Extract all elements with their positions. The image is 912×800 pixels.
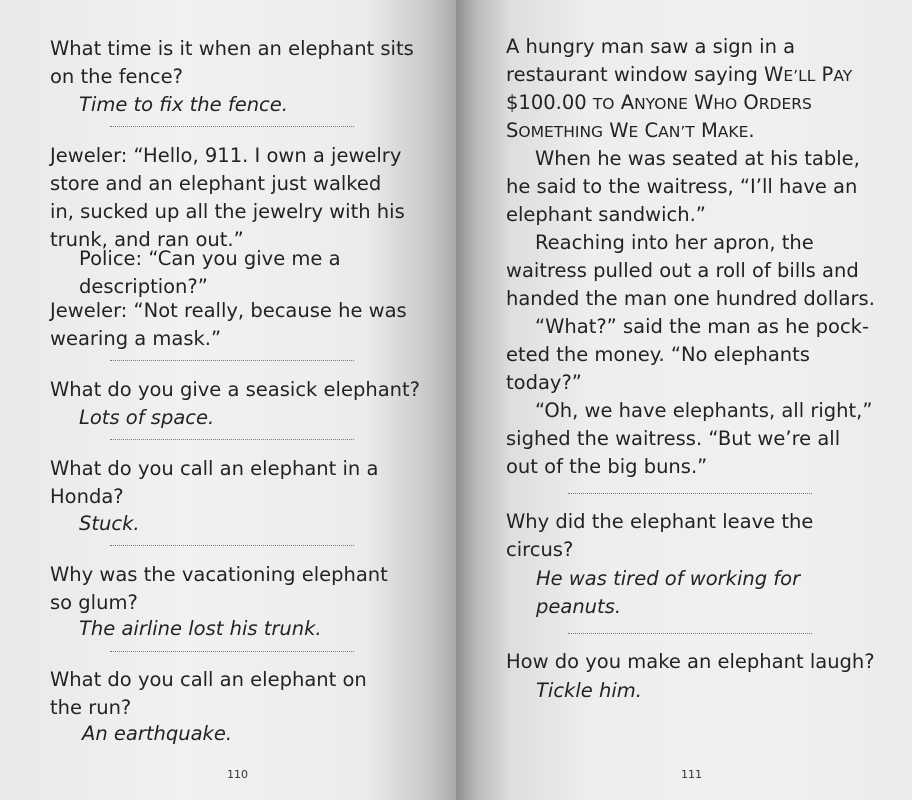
text-line: handed the man one hundred dollars. (506, 287, 875, 310)
question-line: What do you call an elephant on (50, 668, 367, 691)
question-line: Why was the vacationing elephant (50, 563, 388, 586)
answer-line: Tickle him. (536, 679, 642, 702)
text-line: trunk, and ran out.” (50, 228, 244, 251)
text-line: “Oh, we have elephants, all right,” (535, 399, 873, 422)
answer-line: The airline lost his trunk. (79, 617, 322, 640)
question-line: circus? (506, 538, 574, 561)
dotted-separator (110, 545, 354, 546)
text-line: $100.00 TO ANYONE WHO ORDERS (506, 91, 812, 114)
text-line: Police: “Can you give me a (79, 247, 341, 270)
text-line: waitress pulled out a roll of bills and (506, 259, 859, 282)
text-line: description?” (79, 275, 208, 298)
question-line: the run? (50, 696, 132, 719)
dotted-separator (110, 651, 354, 652)
text-line: restaurant window saying WE’LL PAY (506, 63, 853, 86)
question-line: on the fence? (50, 65, 183, 88)
question-line: What do you call an elephant in a (50, 457, 379, 480)
question-line: How do you make an elephant laugh? (506, 650, 875, 673)
text-line: wearing a mask.” (50, 327, 222, 350)
text-line: SOMETHING WE CAN’T MAKE. (506, 119, 755, 142)
dotted-separator (110, 439, 354, 440)
text-line: A hungry man saw a sign in a (506, 35, 796, 58)
answer-line: He was tired of working for (536, 567, 801, 590)
answer-line: peanuts. (536, 595, 622, 618)
text-line: store and an elephant just walked (50, 172, 382, 195)
text-line: sighed the waitress. “But we’re all (506, 427, 841, 450)
dotted-separator (110, 360, 354, 361)
dotted-separator (110, 126, 354, 127)
question-line: What do you give a seasick elephant? (50, 378, 420, 401)
answer-line: Lots of space. (79, 406, 215, 429)
answer-line: Stuck. (79, 512, 140, 535)
right-page (456, 0, 912, 800)
text-line: out of the big buns.” (506, 455, 708, 478)
text-line: today?” (506, 371, 582, 394)
text-line: Jeweler: “Hello, 911. I own a jewelry (50, 144, 402, 167)
dotted-separator (568, 493, 812, 494)
dotted-separator (568, 633, 812, 634)
answer-line: Time to fix the fence. (79, 93, 288, 116)
question-line: so glum? (50, 591, 138, 614)
text-line: eted the money. “No elephants (506, 343, 810, 366)
text-line: “What?” said the man as he pock- (535, 315, 870, 338)
question-line: What time is it when an elephant sits (50, 37, 414, 60)
text-line: Reaching into her apron, the (535, 231, 814, 254)
page-number: 111 (681, 768, 702, 781)
text-line: When he was seated at his table, (535, 147, 860, 170)
text-line: he said to the waitress, “I’ll have an (506, 175, 858, 198)
question-line: Honda? (50, 485, 124, 508)
text-line: Jeweler: “Not really, because he was (50, 299, 407, 322)
text-line: elephant sandwich.” (506, 203, 706, 226)
page-number: 110 (227, 768, 248, 781)
answer-line: An earthquake. (82, 722, 233, 745)
question-line: Why did the elephant leave the (506, 510, 814, 533)
text-line: in, sucked up all the jewelry with his (50, 200, 405, 223)
